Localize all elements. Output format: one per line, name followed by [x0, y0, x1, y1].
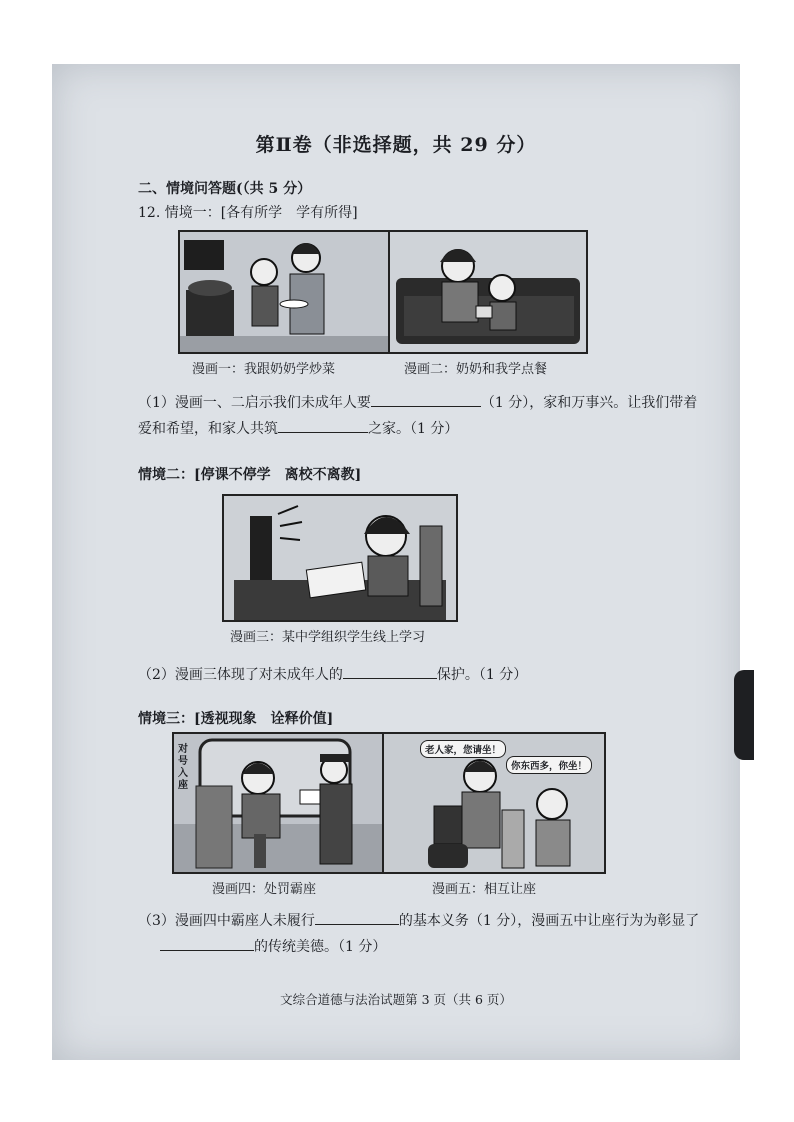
- cartoon-1-image: [178, 230, 390, 354]
- sub3-text-c: 的传统美德。（1 分）: [254, 939, 387, 955]
- answer-blank-2[interactable]: [278, 418, 368, 433]
- cartoon-2-caption: 漫画二：奶奶和我学点餐: [404, 362, 548, 377]
- page-title: 第Ⅱ卷（非选择题，共 29 分）: [255, 134, 537, 156]
- cartoon-1-caption: 漫画一：我跟奶奶学炒菜: [192, 362, 336, 377]
- cartoon-4-sign: 对号入座: [178, 744, 188, 791]
- question-sub2-line: [138, 664, 527, 684]
- cartoon-2-image: [388, 230, 588, 354]
- cartoon-3-caption: 漫画三：某中学组织学生线上学习: [230, 630, 426, 645]
- question-12-label: 12. 情境一：[各有所学 学有所得]: [138, 205, 358, 221]
- sub1-text-a: （1）漫画一、二启示我们未成年人要: [138, 395, 371, 411]
- answer-blank-5[interactable]: [160, 936, 254, 951]
- sub3-text-a: （3）漫画四中霸座人未履行: [138, 913, 315, 929]
- question-12-sub1-line2: [138, 418, 458, 438]
- cartoon-5-caption: 漫画五：相互让座: [432, 882, 537, 897]
- sub3-text-b: 的基本义务（1 分），漫画五中让座行为为彰显了: [398, 913, 700, 929]
- question-sub3-line2: [160, 936, 386, 956]
- sub2-text-a: （2）漫画三体现了对未成年人的: [138, 667, 343, 683]
- scene-3-label: 情境三：[透视现象 诠释价值]: [138, 711, 334, 727]
- scene-2-label: 情境二：[停课不停学 离校不离教]: [138, 467, 362, 483]
- answer-blank-1[interactable]: [371, 392, 481, 407]
- answer-blank-4[interactable]: [315, 910, 399, 925]
- binder-clip-shadow: [734, 670, 754, 760]
- cartoon-4-image: [172, 732, 384, 874]
- sub1-text-c: 爱和希望，和家人共筑: [138, 421, 278, 437]
- cartoon-5-bubble-1: 老人家，您请坐！: [420, 740, 506, 758]
- cartoon-5-bubble-2: 你东西多，你坐！: [506, 756, 592, 774]
- question-12-sub1-line1: [138, 392, 697, 412]
- cartoon-5-image: [382, 732, 606, 874]
- sub1-text-b: （1 分），家和万事兴。让我们带着: [480, 395, 698, 411]
- question-sub3-line1: [138, 910, 699, 930]
- section-heading: 二、情境问答题(（共 5 分）: [138, 181, 312, 197]
- sub2-text-b: 保护。（1 分）: [436, 667, 528, 683]
- answer-blank-3[interactable]: [343, 664, 437, 679]
- sub1-text-d: 之家。（1 分）: [368, 421, 459, 437]
- cartoon-4-caption: 漫画四：处罚霸座: [212, 882, 317, 897]
- cartoon-3-image: [222, 494, 458, 622]
- page-footer: 文综合道德与法治试题第 3 页（共 6 页）: [280, 992, 512, 1007]
- exam-page: [52, 64, 740, 1060]
